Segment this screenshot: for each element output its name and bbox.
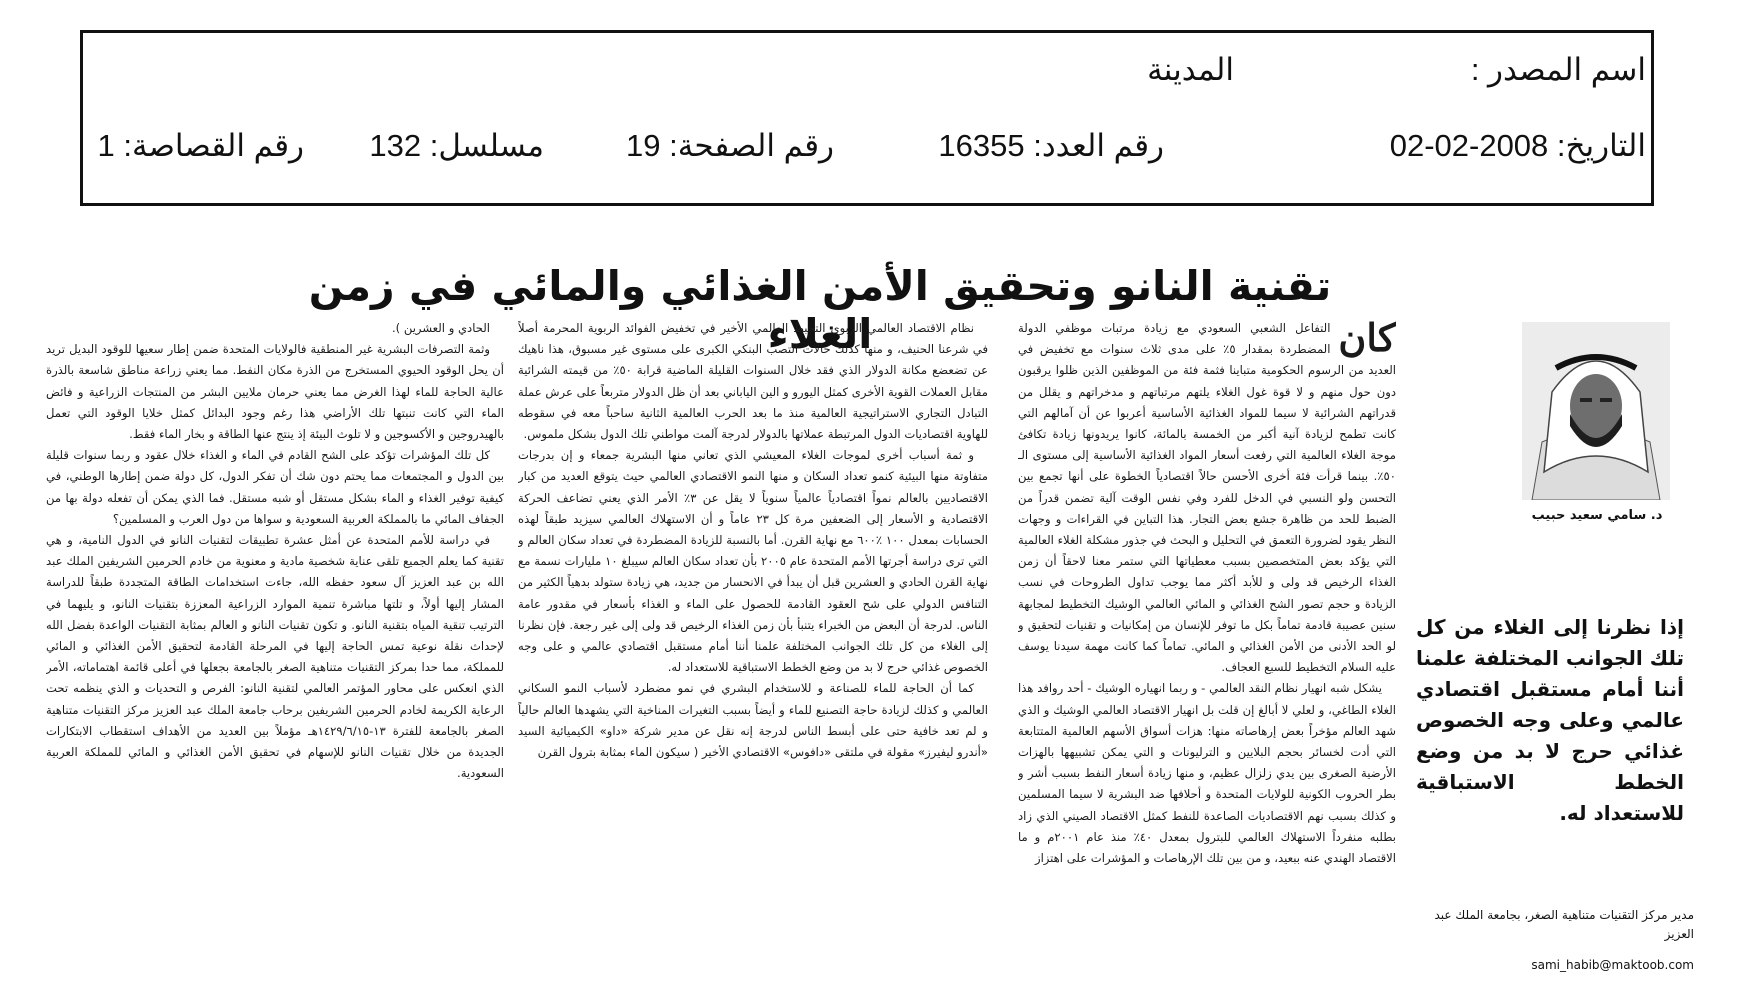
date-label: التاريخ: 2008-02-02 xyxy=(1389,128,1646,163)
author-email: sami_habib@maktoob.com xyxy=(1531,958,1694,972)
author-bio: مدير مركز التقنيات متناهية الصغر، بجامعة الملك عبد العزيز xyxy=(1434,908,1694,941)
article-paragraph: و ثمة أسباب أخرى لموجات الغلاء المعيشي الذي تعاني منها البشرية جمعاء و إن بدرجات متفاوتة منها البيئية كنمو تعداد السكان و منها النمو الاقتصادي العالمي حيث يتوقع العديد من كبار الاقتصاديين بالعالم نمواً اقتصادياً عالمياً سنوياً لا يقل عن ٣٪ الأمر الذي يعني تضاعف الحركة الاقتصادية و الأسعار إلى الضعفين مرة كل ٢٣ عاماً و أن الاستهلاك العالمي سيزيد طبقاً لهذه الحسابات بمعدل ١٠٠ ٪٦٠٠ مع نهاية القرن. أما بالنسبة للزيادة المضطردة في تعداد سكان العالم و التي ترى دراسة أجرتها الأمم المتحدة عام ٢٠٠٥ بأن تعداد سكان العالم سيبلغ ١٠ مليارات نسمة مع نهاية القرن الحادي و العشرين قبل أن يبدأ في الانحسار من جديد، هي زيادة ستولد بدهياً الكثير من التنافس الدولي على شح العقود القادمة للحصول على الماء و الغذاء بأسعار في مقدور عامة الناس. لدرجة أن البعض من الخبراء يتنبأ بأن زمن الغذاء الرخيص قد ولى إلى غير رجعة. فإن نظرنا إلى الغلاء من كل تلك الجوانب المختلفة علمنا أننا أمام مستقبل اقتصادي عالمي و على وجه الخصوص غذائي حرج لا بد من وضع الخطط الاستباقية للاستعداد له. xyxy=(518,448,988,675)
article-paragraph: يشكل شبه انهيار نظام النقد العالمي - و ربما انهياره الوشيك - أحد روافد هذا الغلاء الطاغي، و لعلي لا أبالغ إن قلت بل انهيار الاقتصاد العالمي الوشيك و الذي شهد العالم مؤخراً بعض إرهاصاته منها: هزات أسواق الأسهم العالمية المتتابعة التي أدت لخسائر بحجم البلايين و الترليونات و التي يمكن تشبيهها بالهزات الأرضية الصغرى بين يدي زلزال عظيم، و منها زيادة أسعار النفط بسبب أشر و بطر الحروب الكونية للولايات المتحدة و أحلافها ضد البشرية لا سيما المسلمين و كذلك بسبب نهم الاقتصاديات الصاعدة للنفط كمثل الاقتصاد الصيني الذي زاد بطلبه منفرداً الاستهلاك العالمي للبترول بمعدل ٤٠٪ منذ عام ٢٠٠١م و ما الاقتصاد الهندي عنه ببعيد، و من بين تلك الإرهاصات و المؤشرات على اهتزاز xyxy=(1018,681,1396,866)
article-paragraph: كما أن الحاجة للماء للصناعة و للاستخدام البشري في نمو مضطرد لأسباب النمو السكاني العالمي و كذلك لزيادة حاجة التصنيع للماء و أيضاً بسبب التغيرات المناخية التي يشهدها العالم حالياً و لم تعد خافية حتى على أبسط الناس لدرجة إنه نقل عن مدير شركة «داو» الكيميائية السيد «أندرو ليفيرز» مقولة في ملتقى «دافوس» الاقتصادي الأخير ( سيكون الماء بمثابة بترول القرن xyxy=(518,681,988,760)
author-portrait xyxy=(1522,322,1670,500)
pull-quote: إذا نظرنا إلى الغلاء من كل تلك الجوانب المختلفة علمنا أننا أمام مستقبل اقتصادي عالمي وعلى وجه الخصوص غذائي حرج لا بد من وضع الخطط الاستباقية للاستعداد له. xyxy=(1416,615,1684,825)
issue-number-label: رقم العدد: 16355 xyxy=(938,128,1164,163)
paragraph-text: التفاعل الشعبي السعودي مع زيادة مرتبات موظفي الدولة المضطردة بمقدار ٥٪ على مدى ثلاث سنوات مع تخفيض في العديد من الرسوم الحكومية متباينا فثمة فئة من الموظفين الذين ظلوا يرقبون دون حول منهم و لا قوة غول الغلاء يلتهم مرتباتهم و مدخراتهم و يقلل من قدراتهم الشرائية لا سيما للمواد الغذائية الأساسية أعربوا عن أن آمالهم التي كانت تطمح لزيادة آنية أكبر من الخمسة بالمائة، كانوا يريدونها زيادة تكافئ موجة الغلاء العالمية التي رفعت أسعار المواد الغذائية الأساسية إلى مستوى الـ ٥٠٪. بينما قرأت فئة أخرى الأحسن حالاً اقتصادياً الخطوة على أنها تجمع بين التحسن ولو النسبي في الدخل للفرد وفي نفس الوقت آلية تضمن قدراً من الضبط للحد من ظاهرة جشع بعض التجار. هذا التباين في القراءات و وجهات النظر يقود لضرورة التعمق في التحليل و البحث في جذور مشكلة الغلاء العالمية التي يؤكد بعض المتخصصين بسبب معطياتها التي ستمر معنا لاحقاً أن زمن الغذاء الرخيص قد ولى و للأبد أكثر مما يوجب تداول الطروحات في نسب الزيادة و حجم تصور الشح الغذائي و المائي العالمي الوشيك التخطيط لمجابهة سنين عصيبة قادمة تماماً بكل ما توفر للإنسان من إمكانيات و تقنيات لتحقيق و لو الحد الأدنى من الأمن الغذائي و المائي. تماماً كما كانت مهمة سيدنا يوسف عليه السلام التخطيط للسبع العجاف. xyxy=(1018,321,1396,675)
article-paragraph: وثمة التصرفات البشرية غير المنطقية فالولايات المتحدة ضمن إطار سعيها للوقود البديل تريد أن يحل الوقود الحيوي المستخرج من الذرة مكان النفط. مما يعني زراعة مناطق شاسعة بالذرة عالية الحاجة للماء لهذا الغرض مما يعني حرمان ملايين البشر من المنتجات الزراعية و فائض الماء التي كانت تنبتها تلك الأراضي هذا رغم وجود البدائل كمثل خلايا الوقود التي تعمل بالهيدروجين و الأكسوجين و لا تلوث البيئة إذ ينتج عنها الطاقة و بخار الماء فقط. xyxy=(46,342,504,442)
serial-number-label: مسلسل: 132 xyxy=(369,128,544,163)
page-number-label: رقم الصفحة: 19 xyxy=(626,128,834,163)
article-paragraph xyxy=(1018,318,1396,678)
source-label: اسم المصدر : xyxy=(1470,52,1646,87)
article-paragraph: كل تلك المؤشرات تؤكد على الشح القادم في الماء و الغذاء خلال عقود و ربما سنوات قليلة بين الدول و المجتمعات مما يحتم دون شك أن تفكر الدول، كل دولة ضمن إطارها الوطني، في كيفية توفير الغذاء و الماء بشكل مستقل أو شبه مستقل. فما الذي يمكن أن تفعله دولة بها من الجفاف المائي ما بالمملكة العربية السعودية و سواها من دول العرب و المسلمين؟ xyxy=(46,448,504,526)
article-paragraph: الحادي و العشرين ). xyxy=(391,321,490,335)
author-portrait-drawing xyxy=(1522,322,1670,500)
article-column-1 xyxy=(1018,318,1396,963)
source-info-box xyxy=(80,30,1654,206)
dropcap: كان xyxy=(1338,318,1396,360)
article-paragraph: نظام الاقتصاد العالمي الربوي التخبط العالمي الأخير في تخفيض الفوائد الربوية المحرمة أصلاً في شرعنا الحنيف، و منها كذلك حالات التصب البنكي الكبرى على مستوى غير مسبوق، هذا ناهيك عن تضعضع مكانة الدولار الذي فقد خلال السنوات القليلة الماضية قرابة ٥٠٪ من قيمته الشرائية مقابل العملات القوية الأخرى كمثل اليورو و الين الياباني بعد أن ظل الدولار متربعاً على عرش عملة التبادل التجاري الاستراتيجية العالمية منذ ما بعد الحرب العالمية الثانية ساحباً معه في سقوطه للهاوية اقتصاديات الدول المرتبطة عملاتها بالدولار لدرجة آلمت مواطني تلك الدول بشكل ملموس. xyxy=(518,321,988,442)
article-headline: تقنية النانو وتحقيق الأمن الغذائي والمائي في زمن الغلاء xyxy=(308,262,1332,358)
source-value: المدينة xyxy=(1147,52,1234,87)
article-paragraph: في دراسة للأمم المتحدة عن أمثل عشرة تطبيقات لتقنيات النانو في الدول النامية، و هي تقنية كما يعلم الجميع تلقى عناية شخصية مادية و معنوية من خادم الحرمين الشريفين الملك عبد الله بن عبد العزيز آل سعود حفظه الله، جاءت استخدامات الطاقة المتجددة طبقاً للدراسة المشار إليها أولاً، و تلتها مباشرة تنمية الموارد الزراعية المعززة بتقنيات النانو، و يليهما في الترتيب تنقية المياه بتقنية النانو. و تكون تقنيات النانو و العالم بمثابة التقنيات الواعدة بفضل الله لإحداث نقلة نوعية تمس الحاجة إليها في المرحلة القادمة لتحقيق الأمن الغذائي و المائي للمملكة، مما حدا بمركز التقنيات متناهية الصغر بالجامعة بجعلها في أعلى قائمة اهتماماته، الأمر الذي انعكس على محاور المؤتمر العالمي لتقنية النانو: الفرص و التحديات و الذي ينظمه تحت الرعاية الكريمة لخادم الحرمين الشريفين برحاب جامعة الملك عبد العزيز مركز التقنيات متناهية الصغر بالجامعة للفترة ١٣-١٤٢٩/٦/١٥هـ مؤملاً بين العديد من الأهداف استقطاب الابتكارات الجديدة من خلال تقنيات النانو للإسهام في تحقيق الأمن الغذائي و المائي للمملكة العربية السعودية. xyxy=(46,533,504,781)
clip-number-label: رقم القصاصة: 1 xyxy=(97,128,304,163)
article-column-2 xyxy=(518,318,988,963)
author-name: د. سامي سعيد حبيب xyxy=(1531,508,1663,523)
article-column-3 xyxy=(46,318,504,963)
